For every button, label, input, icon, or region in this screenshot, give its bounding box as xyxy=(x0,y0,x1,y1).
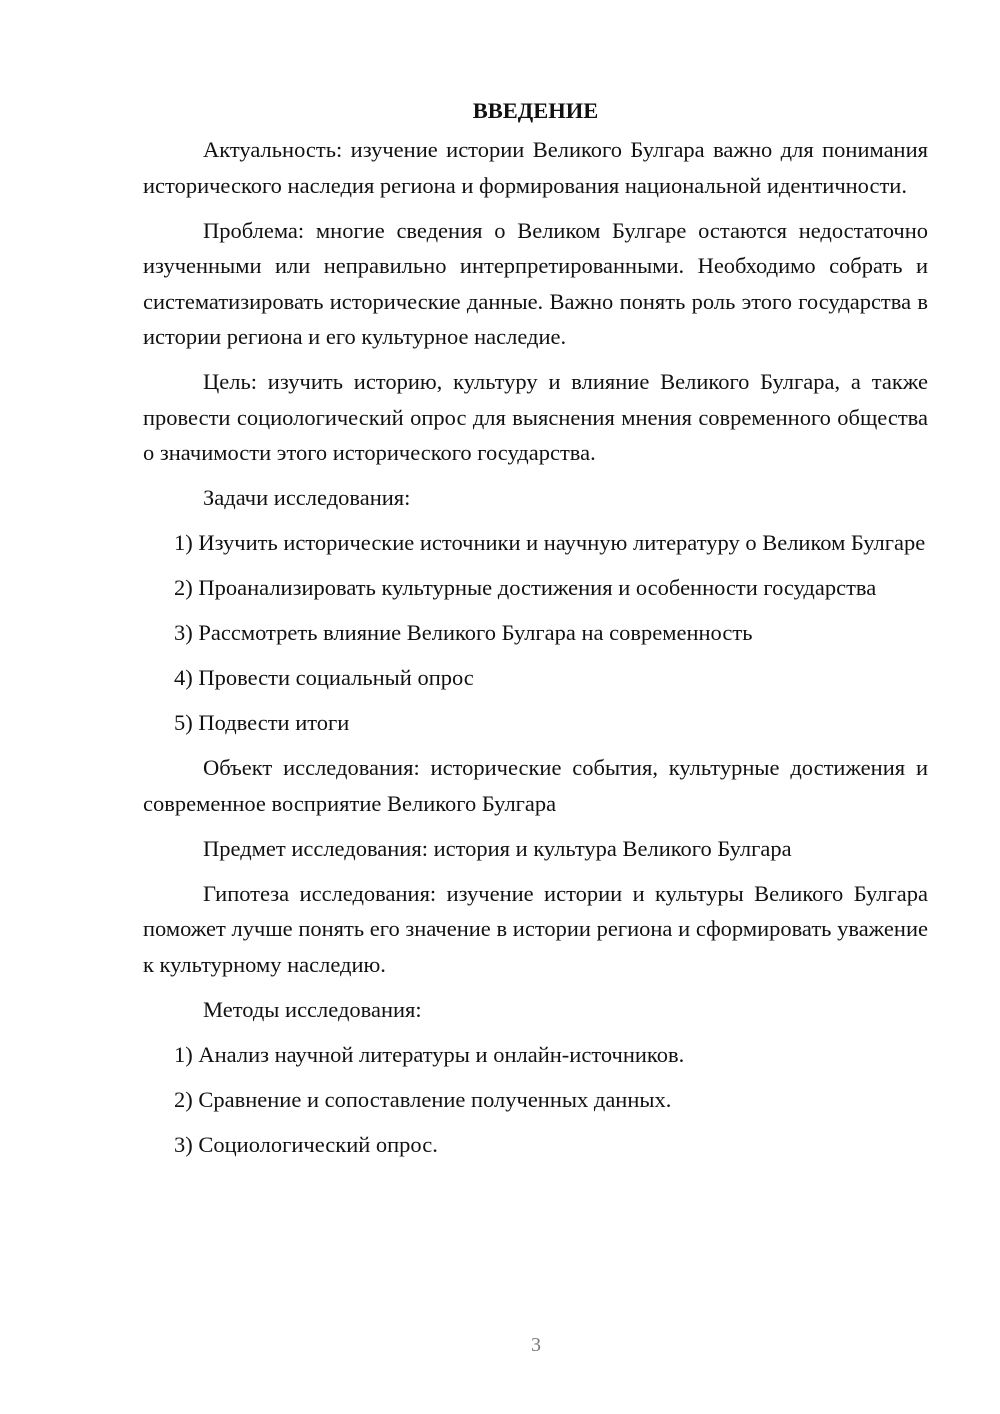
task-item: 4) Провести социальный опрос xyxy=(174,665,474,690)
object-paragraph: Объект исследования: исторические события, культурные достижения и современное восприятие Великого Булгара xyxy=(143,755,928,816)
tasks-heading: Задачи исследования: xyxy=(203,485,411,510)
page-title: ВВЕДЕНИЕ xyxy=(472,98,599,123)
task-item: 2) Проанализировать культурные достижения и особенности государства xyxy=(174,575,877,600)
methods-heading: Методы исследования: xyxy=(203,996,422,1022)
method-item: 1) Анализ научной литературы и онлайн-источников. xyxy=(174,1041,685,1067)
page-number: 3 xyxy=(531,1334,541,1356)
subject-paragraph: Предмет исследования: история и культура Великого Булгара xyxy=(203,835,792,861)
method-item: 3) Социологический опрос. xyxy=(174,1131,438,1157)
task-item: 3) Рассмотреть влияние Великого Булгара на современность xyxy=(174,620,753,645)
problem-paragraph: Проблема: многие сведения о Великом Булгаре остаются недостаточно изученными или неправильно интерпретированными. Необходимо собрать и систематизировать исторические данные. Важно понять роль этого государства в истории региона и его культурное наследие. xyxy=(143,217,928,349)
goal-paragraph: Цель: изучить историю, культуру и влияние Великого Булгара, а также провести социологический опрос для выяснения мнения современного общества о значимости этого исторического государства. xyxy=(143,369,928,465)
relevance-paragraph: Актуальность: изучение истории Великого Булгара важно для понимания исторического наследия региона и формирования национальной идентичности. xyxy=(143,137,928,198)
task-item: 5) Подвести итоги xyxy=(174,710,350,735)
task-item: 1) Изучить исторические источники и научную литературу о Великом Булгаре xyxy=(174,530,926,555)
document-body xyxy=(143,93,928,1172)
hypothesis-paragraph: Гипотеза исследования: изучение истории и культуры Великого Булгара поможет лучше понять его значение в истории региона и сформировать уважение к культурному наследию. xyxy=(143,880,928,977)
method-item: 2) Сравнение и сопоставление полученных данных. xyxy=(174,1086,672,1112)
